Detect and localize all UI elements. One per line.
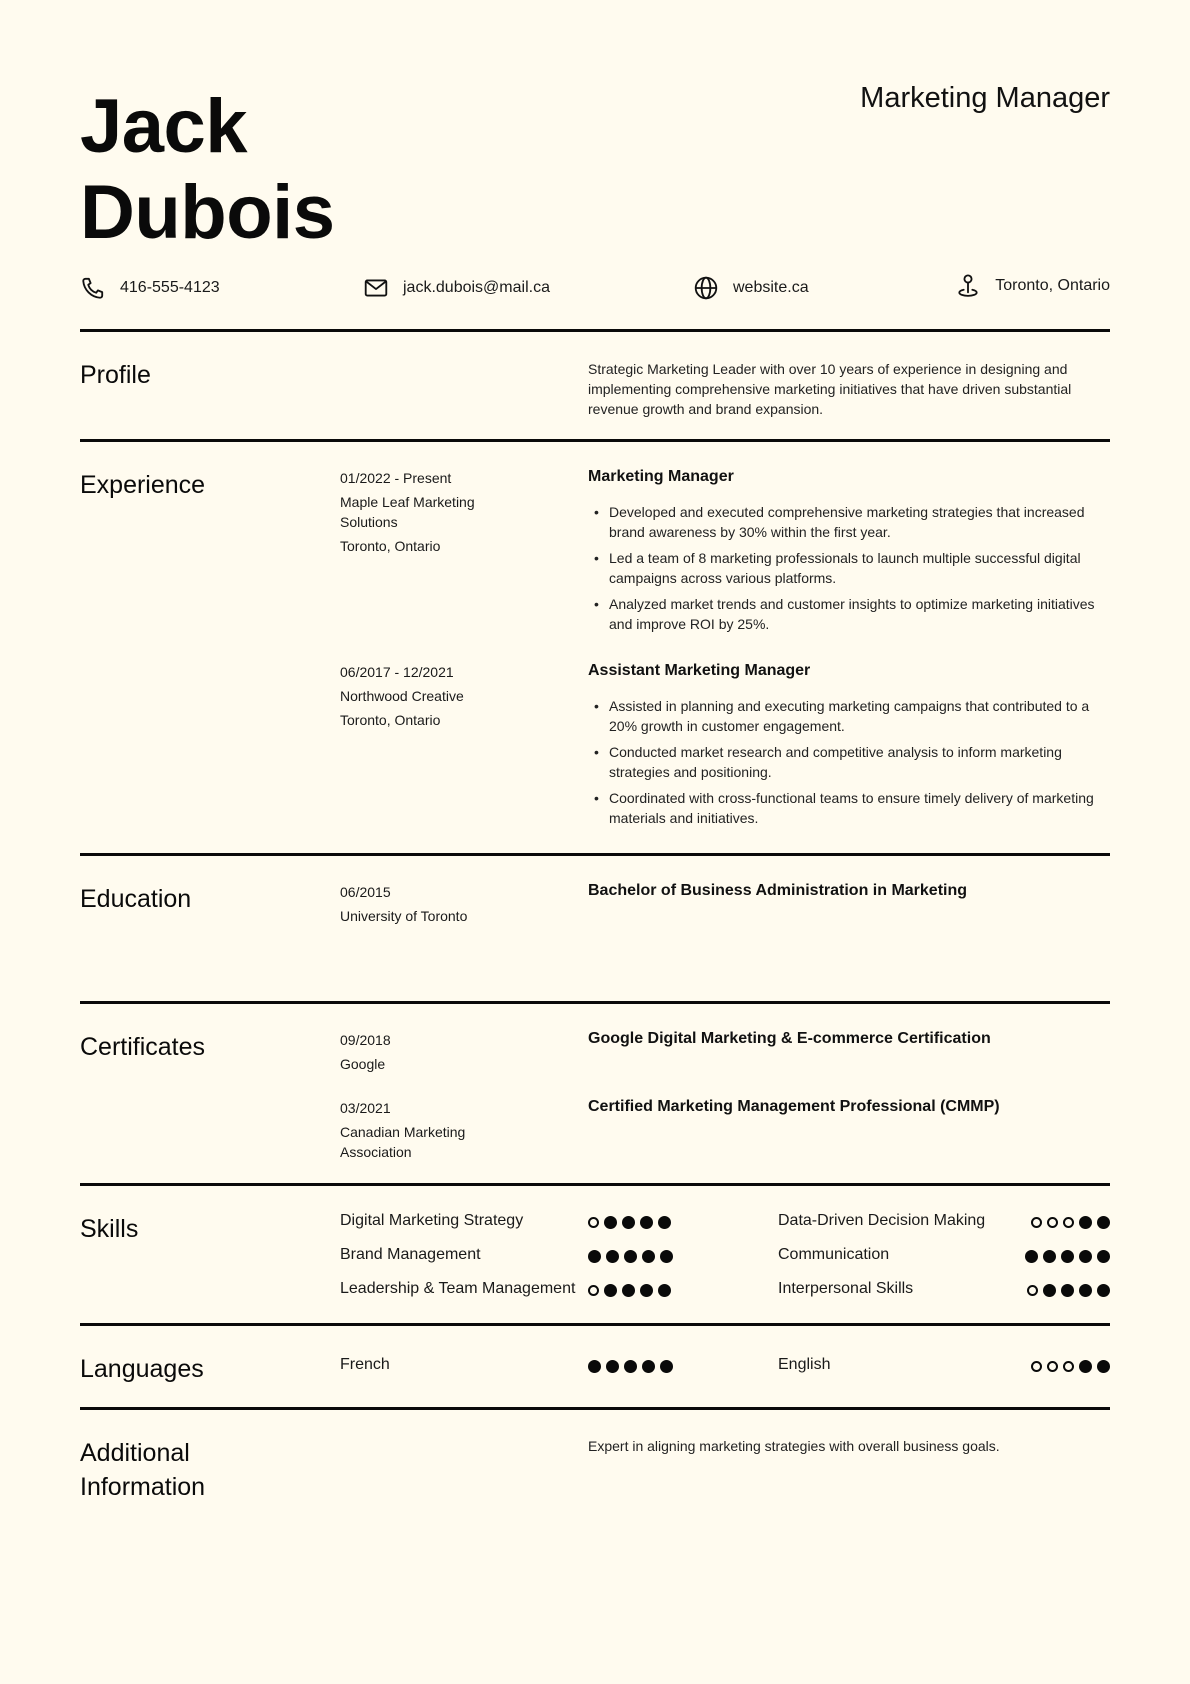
- filled-dot-icon: [640, 1284, 653, 1297]
- achievement-list: [588, 696, 1110, 828]
- achievement-list: [588, 502, 1110, 634]
- contact-location: [955, 273, 1110, 299]
- profile-summary: Strategic Marketing Leader with over 10 years of experience in designing and implementing comprehensive marketing initiatives that have driven substantial revenue growth and brand expansion.: [588, 361, 1072, 417]
- graduation-date: 06/2015: [340, 884, 391, 900]
- filled-dot-icon: [622, 1284, 635, 1297]
- section-title-experience: Experience: [80, 471, 206, 499]
- filled-dot-icon: [642, 1360, 655, 1373]
- filled-dot-icon: [1061, 1250, 1074, 1263]
- filled-dot-icon: [604, 1216, 617, 1229]
- achievement-item: • Conducted market research and competitive analysis to inform marketing strategies and positioning.: [588, 742, 1110, 782]
- rating-dots: [1027, 1284, 1110, 1297]
- empty-dot-icon: [1031, 1361, 1042, 1372]
- section-title-additional-info: Additional Information: [80, 1439, 206, 1501]
- education-meta: [340, 882, 467, 930]
- filled-dot-icon: [624, 1250, 637, 1263]
- first-name: Jack: [80, 84, 248, 169]
- job-dates: 01/2022 - Present: [340, 470, 452, 486]
- section-title-profile: Profile: [80, 361, 151, 389]
- filled-dot-icon: [1097, 1250, 1110, 1263]
- experience-section: [80, 439, 1110, 853]
- filled-dot-icon: [1025, 1250, 1038, 1263]
- job-title: Marketing Manager: [860, 82, 1110, 114]
- resume-page: [80, 0, 1110, 1547]
- rating-dots: [588, 1360, 673, 1373]
- filled-dot-icon: [604, 1284, 617, 1297]
- skill-name: Brand Management: [340, 1246, 481, 1263]
- globe-icon: [693, 275, 719, 301]
- skill-name: Data-Driven Decision Making: [778, 1212, 986, 1229]
- achievement-item: • Coordinated with cross-functional teams to ensure timely delivery of marketing materials and initiatives.: [588, 788, 1110, 828]
- certificate-name: Google Digital Marketing & E-commerce Certification: [588, 1030, 991, 1047]
- achievement-item: • Developed and executed comprehensive marketing strategies that increased brand awareness by 30% within the first year.: [588, 502, 1110, 542]
- filled-dot-icon: [1043, 1284, 1056, 1297]
- section-title-certificates: Certificates: [80, 1033, 206, 1061]
- skill-name: Communication: [778, 1246, 890, 1263]
- skills-section: [80, 1183, 1110, 1323]
- section-title-skills: Skills: [80, 1215, 139, 1243]
- filled-dot-icon: [640, 1216, 653, 1229]
- empty-dot-icon: [1063, 1217, 1074, 1228]
- experience-entry-1: [588, 466, 1110, 640]
- filled-dot-icon: [606, 1250, 619, 1263]
- empty-dot-icon: [588, 1285, 599, 1296]
- additional-info-text: Expert in aligning marketing strategies with overall business goals.: [588, 1438, 1000, 1454]
- company-name: Maple Leaf Marketing Solutions: [340, 494, 475, 530]
- filled-dot-icon: [1079, 1250, 1092, 1263]
- filled-dot-icon: [1097, 1360, 1110, 1373]
- section-title-languages: Languages: [80, 1355, 204, 1383]
- contact-row: [80, 275, 1110, 305]
- rating-dots: [1031, 1216, 1110, 1229]
- certificate-name: Certified Marketing Management Professional (CMMP): [588, 1098, 1000, 1115]
- experience-meta-1: [340, 468, 510, 560]
- filled-dot-icon: [1097, 1284, 1110, 1297]
- map-pin-icon: [955, 273, 981, 299]
- filled-dot-icon: [658, 1216, 671, 1229]
- empty-dot-icon: [1047, 1217, 1058, 1228]
- certificate-meta-1: [340, 1030, 391, 1078]
- email-address[interactable]: jack.dubois@mail.ca: [403, 279, 550, 296]
- filled-dot-icon: [660, 1250, 673, 1263]
- website-link[interactable]: website.ca: [733, 279, 809, 296]
- filled-dot-icon: [642, 1250, 655, 1263]
- role-title: Marketing Manager: [588, 468, 734, 485]
- education-entry: [588, 880, 1110, 916]
- contact-phone: [80, 275, 220, 301]
- empty-dot-icon: [1047, 1361, 1058, 1372]
- school-name: University of Toronto: [340, 908, 468, 924]
- certificate-date: 03/2021: [340, 1100, 391, 1116]
- filled-dot-icon: [1061, 1284, 1074, 1297]
- filled-dot-icon: [1079, 1284, 1092, 1297]
- filled-dot-icon: [1043, 1250, 1056, 1263]
- filled-dot-icon: [1079, 1360, 1092, 1373]
- empty-dot-icon: [1063, 1361, 1074, 1372]
- resume-header: [80, 0, 1110, 329]
- rating-dots: [1031, 1360, 1110, 1373]
- language-name: English: [778, 1356, 831, 1373]
- certificate-issuer: Google: [340, 1056, 386, 1072]
- achievement-item: • Assisted in planning and executing marketing campaigns that contributed to a 20% growth in customer engagement.: [588, 696, 1110, 736]
- rating-dots: [588, 1216, 671, 1229]
- achievement-item: • Led a team of 8 marketing professionals to launch multiple successful digital campaigns across various platforms.: [588, 548, 1110, 588]
- rating-dots: [1025, 1250, 1110, 1263]
- filled-dot-icon: [588, 1360, 601, 1373]
- education-section: [80, 853, 1110, 1001]
- certificate-meta-2: [340, 1098, 490, 1166]
- last-name: Dubois: [80, 170, 335, 255]
- empty-dot-icon: [1027, 1285, 1038, 1296]
- certificate-issuer: Canadian Marketing Association: [340, 1124, 466, 1160]
- rating-dots: [588, 1250, 673, 1263]
- certificate-entry-1: [588, 1028, 1110, 1064]
- certificates-section: [80, 1001, 1110, 1183]
- company-name: Northwood Creative: [340, 688, 464, 704]
- empty-dot-icon: [588, 1217, 599, 1228]
- filled-dot-icon: [622, 1216, 635, 1229]
- location-text: Toronto, Ontario: [995, 277, 1110, 294]
- achievement-item: • Analyzed market trends and customer insights to optimize marketing initiatives and improve ROI by 25%.: [588, 594, 1110, 634]
- languages-section: [80, 1323, 1110, 1407]
- certificate-date: 09/2018: [340, 1032, 391, 1048]
- certificate-entry-2: [588, 1096, 1110, 1132]
- contact-email: [363, 275, 550, 301]
- rating-dots: [588, 1284, 671, 1297]
- filled-dot-icon: [660, 1360, 673, 1373]
- envelope-icon: [363, 275, 389, 301]
- filled-dot-icon: [588, 1250, 601, 1263]
- phone-number: 416-555-4123: [120, 279, 220, 296]
- experience-entry-2: [588, 660, 1110, 834]
- job-location: Toronto, Ontario: [340, 538, 441, 554]
- skill-name: Leadership & Team Management: [340, 1280, 576, 1297]
- filled-dot-icon: [606, 1360, 619, 1373]
- profile-section: [80, 329, 1110, 439]
- skill-name: Digital Marketing Strategy: [340, 1212, 524, 1229]
- section-title-education: Education: [80, 885, 192, 913]
- degree-title: Bachelor of Business Administration in Marketing: [588, 882, 968, 899]
- language-name: French: [340, 1356, 390, 1373]
- filled-dot-icon: [624, 1360, 637, 1373]
- full-name: [80, 84, 335, 256]
- additional-info-section: [80, 1407, 1110, 1547]
- experience-meta-2: [340, 662, 510, 734]
- job-location: Toronto, Ontario: [340, 712, 441, 728]
- job-dates: 06/2017 - 12/2021: [340, 664, 454, 680]
- phone-icon: [80, 275, 106, 301]
- empty-dot-icon: [1031, 1217, 1042, 1228]
- contact-website: [693, 275, 809, 301]
- filled-dot-icon: [1079, 1216, 1092, 1229]
- skill-name: Interpersonal Skills: [778, 1280, 914, 1297]
- role-title: Assistant Marketing Manager: [588, 662, 811, 679]
- filled-dot-icon: [1097, 1216, 1110, 1229]
- filled-dot-icon: [658, 1284, 671, 1297]
